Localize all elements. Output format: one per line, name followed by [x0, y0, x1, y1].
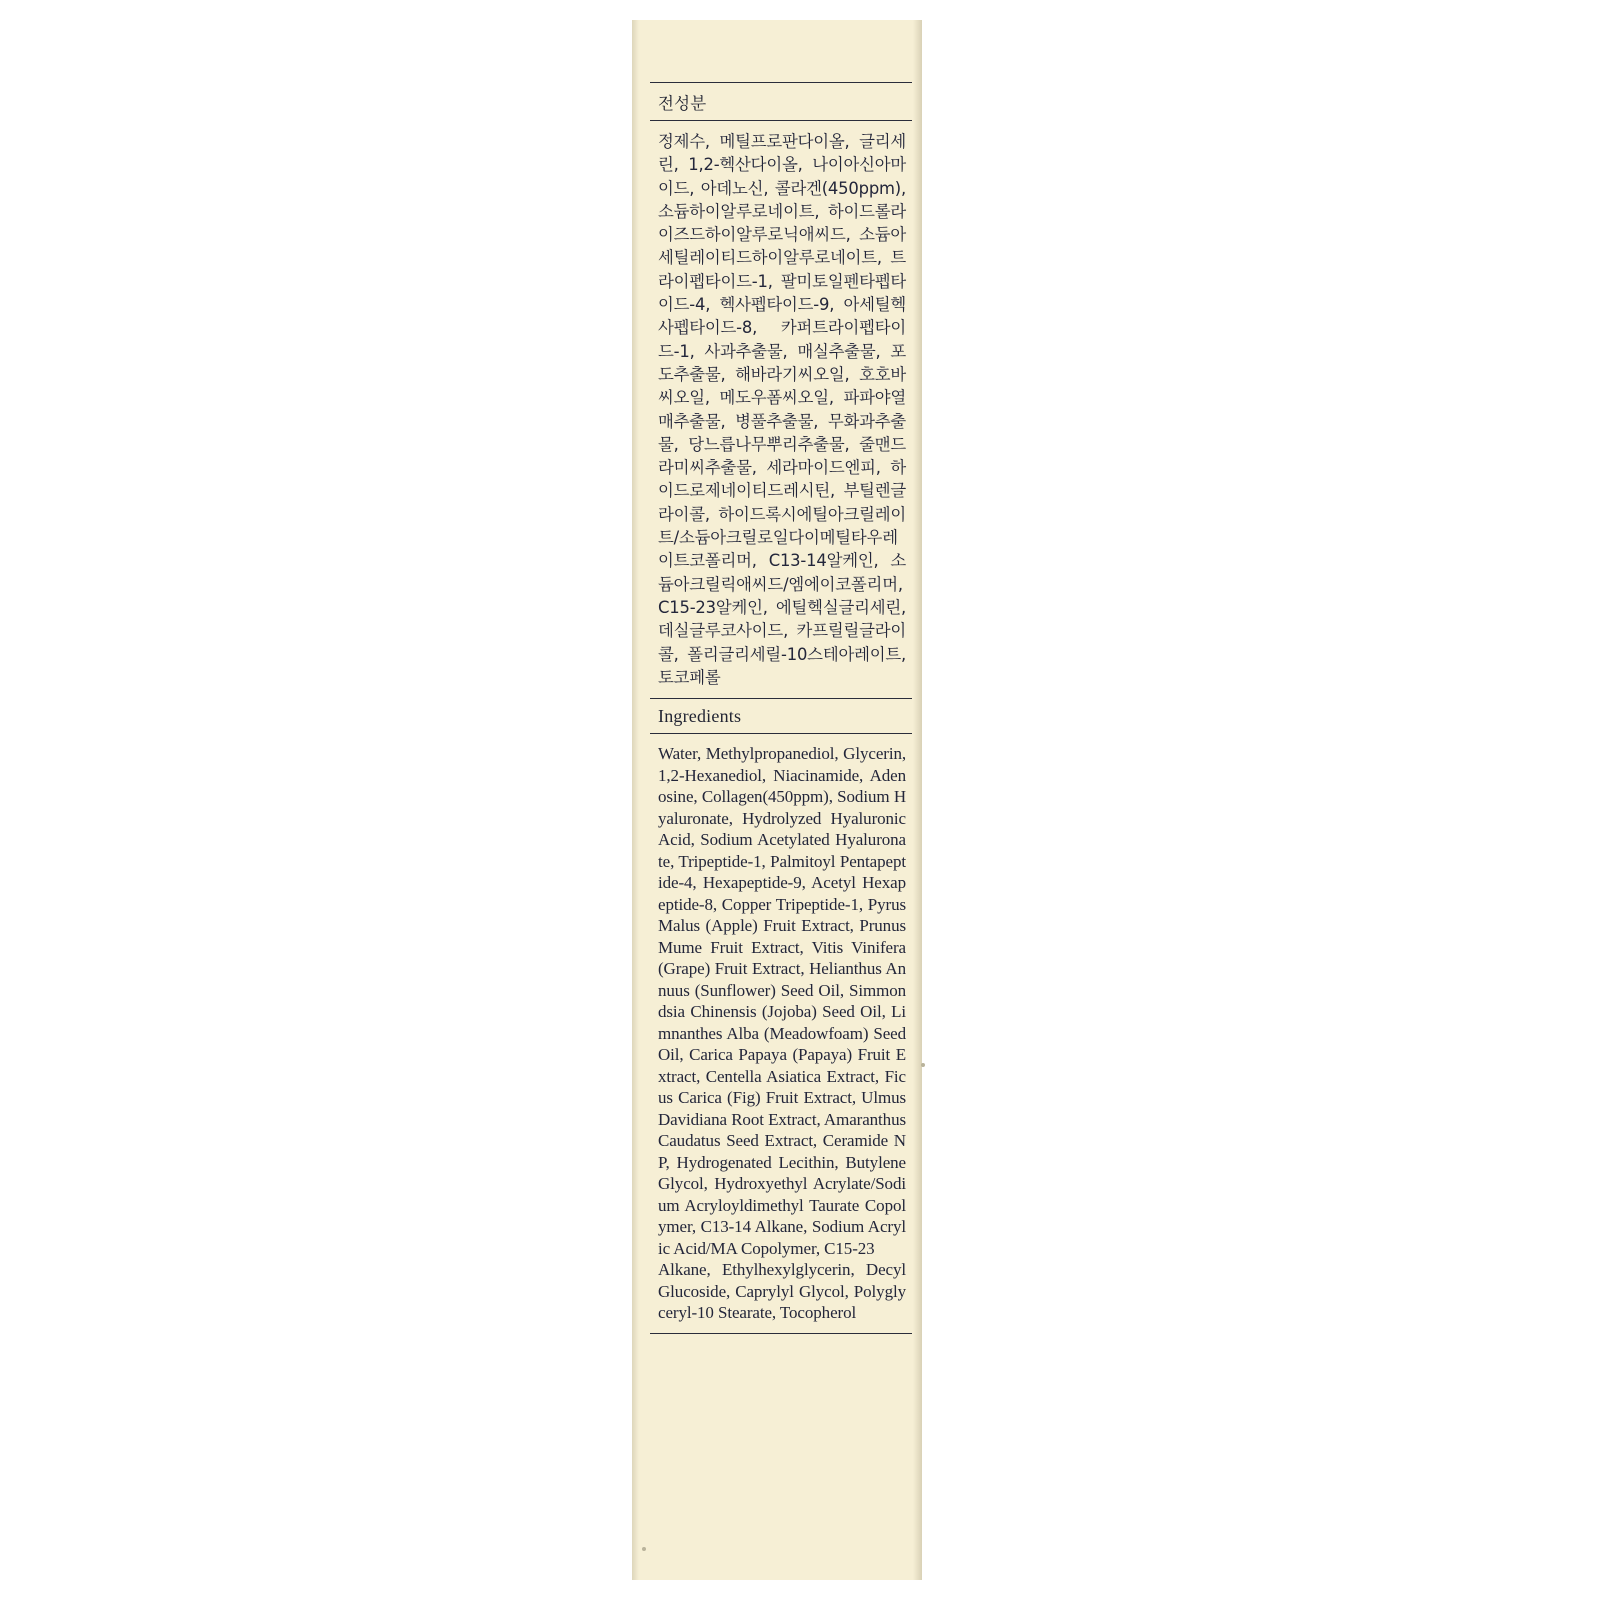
carton-left-edge-shading	[632, 20, 639, 1580]
top-spacer	[650, 20, 912, 82]
english-ingredients-text-tail: Alkane, Ethylhexylglycerin, Decyl Glucoside, Caprylyl Glycol, Polyglyceryl-10 Stearate, Tocopherol	[658, 1260, 906, 1323]
carton-right-edge-shading	[913, 20, 922, 1580]
english-ingredients-text: Water, Methylpropanediol, Glycerin, 1,2-Hexanediol, Niacinamide, Adenosine, Collagen(450ppm), Sodium Hyaluronate, Hydrolyzed Hyaluronic Acid, Sodium Acetylated Hyaluronate, Tripeptide-1, Palmitoyl Pentapeptide-4, Hexapeptide-9, Acetyl Hexapeptide-8, Copper Tripeptide-1, Pyrus Malus (Apple) Fruit Extract, Prunus Mume Fruit Extract, Vitis Vinifera (Grape) Fruit Extract, Helianthus Annuus (Sunflower) Seed Oil, Simmondsia Chinensis (Jojoba) Seed Oil, Limnanthes Alba (Meadowfoam) Seed Oil, Carica Papaya (Papaya) Fruit Extract, Centella Asiatica Extract, Ficus Carica (Fig) Fruit Extract, Ulmus Davidiana Root Extract, Amaranthus Caudatus Seed Extract, Ceramide NP, Hydrogenated Lecithin, Butylene Glycol, Hydroxyethyl Acrylate/Sodium Acryloyldimethyl Taurate Copolymer, C13-14 Alkane, Sodium Acrylic Acid/MA Copolymer, C15-23	[658, 744, 906, 1258]
panel-content	[650, 20, 912, 1580]
panel-inner	[632, 20, 922, 1580]
korean-ingredients-heading: 전성분	[650, 82, 912, 121]
print-speck-icon	[921, 1063, 925, 1067]
english-ingredients-heading: Ingredients	[650, 698, 912, 734]
korean-ingredients-text: 정제수, 메틸프로판다이올, 글리세린, 1,2-헥산다이올, 나이아신아마이드, 아데노신, 콜라겐(450ppm), 소듐하이알루로네이트, 하이드롤라이즈드하이알루로닉애씨드, 소듐아세틸레이티드하이알루로네이트, 트라이펩타이드-1, 팔미토일펜타펩타이드-4, 헥사펩타이드-9, 아세틸헥사펩타이드-8, 카퍼트라이펩타이드-1, 사과추출물, 매실추출물, 포도추출물, 해바라기씨오일, 호호바씨오일, 메도우폼씨오일, 파파야열매추출물, 병풀추출물, 무화과추출물, 당느릅나무뿌리추출물, 줄맨드라미씨추출물, 세라마이드엔피, 하이드로제네이티드레시틴, 부틸렌글라이콜, 하이드록시에틸아크릴레이트/소듐아크릴로일다이메틸타우레이트코폴리머, C13-14알케인, 소듐아크릴릭애씨드/엠에이코폴리머, C15-23알케인, 에틸헥실글리세린, 데실글루코사이드, 카프릴릴글라이콜, 폴리글리세릴-10스테아레이트, 토코페롤	[658, 132, 906, 687]
print-speck-icon	[642, 1547, 646, 1551]
english-ingredients-block	[650, 734, 912, 1333]
product-carton-panel	[632, 20, 922, 1580]
bottom-rule	[650, 1333, 912, 1334]
